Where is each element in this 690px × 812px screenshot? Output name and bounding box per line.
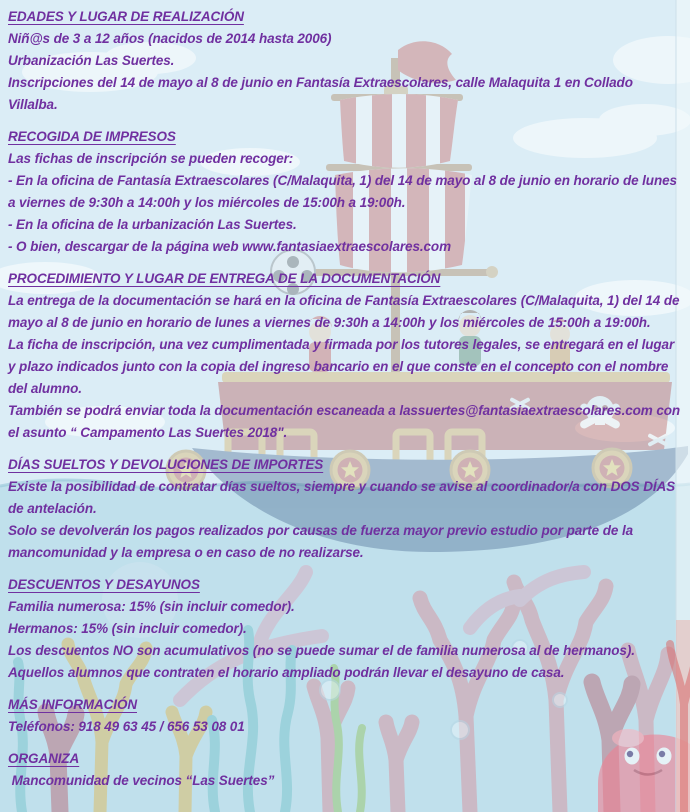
section-heading: ORGANIZA [8, 751, 80, 766]
paragraph: Familia numerosa: 15% (sin incluir comedor). [8, 599, 295, 614]
paragraph: Teléfonos: 918 49 63 45 / 656 53 08 01 [8, 719, 245, 734]
paragraph: Aquellos alumnos que contraten el horario ampliado podrán llevar el desayuno de casa. [8, 665, 565, 680]
paragraph: - En la oficina de Fantasía Extraescolares (C/Malaquita, 1) del 14 de mayo al 8 de junio en horario de lunes a viernes de 9:30h a 14:00h y los miércoles de 15:00h a 19:00h. [8, 173, 681, 210]
paragraph: La ficha de inscripción, una vez cumplimentada y firmada por los tutores legales, se entregará en el lugar y plazo indicados junto con la copia del ingreso bancario en el que conste en el concepto con el nombre del alumno. [8, 337, 678, 396]
paragraph: Hermanos: 15% (sin incluir comedor). [8, 621, 247, 636]
paragraph: Mancomunidad de vecinos “Las Suertes” [8, 773, 275, 788]
section-organiza [8, 748, 682, 792]
paragraph: Los descuentos NO son acumulativos (no se puede sumar el de familia numerosa al de hermanos). [8, 643, 635, 658]
paragraph: Urbanización Las Suertes. [8, 53, 175, 68]
paragraph: - O bien, descargar de la página web www.fantasiaextraescolares.com [8, 239, 451, 254]
section-heading: MÁS INFORMACIÓN [8, 697, 137, 712]
paragraph: - En la oficina de la urbanización Las Suertes. [8, 217, 297, 232]
paragraph: Solo se devolverán los pagos realizados por causas de fuerza mayor previo estudio por parte de la mancomunidad y la empresa o en caso de no realizarse. [8, 523, 637, 560]
section-procedimiento-entrega [8, 268, 682, 444]
section-heading: DÍAS SUELTOS Y DEVOLUCIONES DE IMPORTES [8, 457, 324, 472]
paragraph: Inscripciones del 14 de mayo al 8 de junio en Fantasía Extraescolares, calle Malaquita 1 en Collado Villalba. [8, 75, 637, 112]
section-heading: DESCUENTOS Y DESAYUNOS [8, 577, 200, 592]
section-edades-y-lugar [8, 6, 682, 116]
section-descuentos-desayunos [8, 574, 682, 684]
section-heading: RECOGIDA DE IMPRESOS [8, 129, 176, 144]
section-heading: EDADES Y LUGAR DE REALIZACIÓN [8, 9, 244, 24]
paragraph: También se podrá enviar toda la documentación escaneada a lassuertes@fantasiaextraescolares.com con el asunto “ Campamento Las Suertes 2018". [8, 403, 684, 440]
paragraph: Existe la posibilidad de contratar días sueltos, siempre y cuando se avise al coordinador/a con DOS DÍAS de antelación. [8, 479, 679, 516]
section-recogida-de-impresos [8, 126, 682, 258]
section-dias-sueltos-devoluciones [8, 454, 682, 564]
paragraph: La entrega de la documentación se hará en la oficina de Fantasía Extraescolares (C/Malaquita, 1) del 14 de mayo al 8 de junio en horario de lunes a viernes de 9:30h a 14:00h y los miércoles de 15:00h a 19:00h. [8, 293, 684, 330]
paragraph: Las fichas de inscripción se pueden recoger: [8, 151, 294, 166]
section-mas-informacion [8, 694, 682, 738]
paragraph: Niñ@s de 3 a 12 años (nacidos de 2014 hasta 2006) [8, 31, 332, 46]
section-heading: PROCEDIMIENTO Y LUGAR DE ENTREGA DE LA DOCUMENTACIÓN [8, 271, 441, 286]
